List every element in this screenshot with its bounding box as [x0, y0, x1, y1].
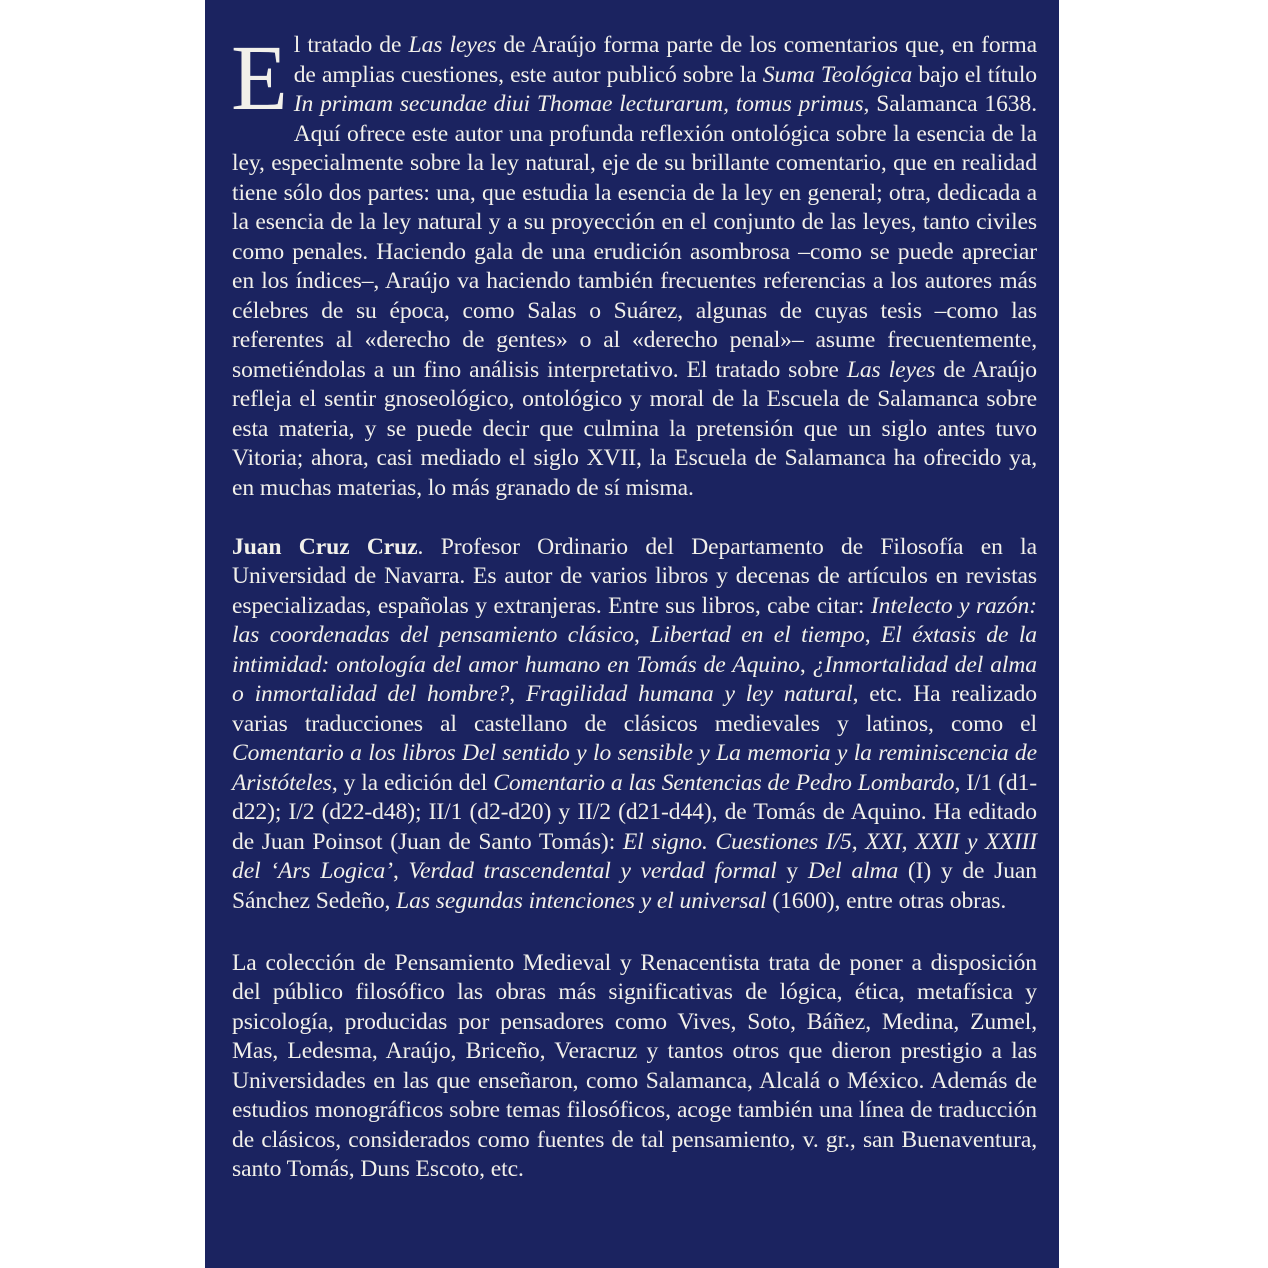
text-run: , Salamanca 1638. Aquí ofrece este autor una profunda reflexión ontológica sobre la esencia de la ley, especialmente sobre la ley natural, eje de su brillante comentario, que en realidad tiene sólo dos partes: una, que estudia la esencia de la ley en general; otra, dedicada a la esencia de la ley natural y a su proyección en el conjunto de las leyes, tanto civiles como penales. Haciendo gala de una erudición asombrosa –como se puede apreciar en los índices–, Araújo va haciendo también frecuentes referencias a los autores más célebres de su época, como Salas o Suárez, algunas de cuyas tesis –como las referentes al «derecho de gentes» o al «derecho penal»– asume frecuentemente, sometiéndolas a un fino análisis interpretativo. El tratado sobre: [232, 91, 1037, 383]
italic-title: Suma Teológica: [762, 61, 913, 88]
text-run: , y la edición del: [331, 769, 494, 796]
italic-title: El signo. Cuestiones I/5, XXI, XXII y XXIII del ‘Ars Logica’: [232, 828, 1037, 884]
text-run: ,: [633, 622, 651, 648]
text-run: y: [776, 858, 808, 884]
italic-title: Libertad en el tiempo: [650, 622, 865, 648]
italic-title: Las segundas intenciones y el universal: [396, 887, 767, 914]
author-bio-paragraph: [232, 533, 1037, 917]
text-run: , etc. Ha realizado varias traducciones al castellano de clásicos medievales y latinos, como el: [232, 681, 1037, 737]
italic-title: Intelecto y razón: las coordenadas del pensamiento clásico: [232, 592, 1037, 648]
collection-description-paragraph: La colección de Pensamiento Medieval y Renacentista trata de poner a disposición del público filosófico las obras más significativas de lógica, ética, metafísica y psicología, producidas por pensadores como Vives, Soto, Báñez, Medina, Zumel, Mas, Ledesma, Araújo, Briceño, Veracruz y tantos otros que dieron prestigio a las Universidades en las que enseñaron, como Salamanca, Alcalá o México. Además de estudios monográficos sobre temas filosóficos, acoge también una línea de traducción de clásicos, considerados como fuentes de tal pensamiento, v. gr., san Buenaventura, santo Tomás, Duns Escoto, etc.: [232, 949, 1037, 1182]
text-run: , I/1 (d1-d22); I/2 (d22-d48); II/1 (d2-d20) y II/2 (d21-d44), de Tomás de Aquino. Ha editado de Juan Poinsot (Juan de Santo Tomás):: [232, 769, 1037, 855]
italic-title: El éxtasis de la intimidad: ontología del amor humano en Tomás de Aquino: [232, 622, 1037, 678]
text-run: de Araújo forma parte de los comentarios que, en forma de amplias cuestiones, este autor publicó sobre la: [293, 32, 1037, 88]
italic-title: Fragilidad humana y ley natural: [525, 681, 853, 707]
text-run: ,: [864, 622, 881, 648]
text-run: (1600), entre otras obras.: [766, 887, 1007, 914]
italic-title: Del alma: [807, 858, 899, 884]
italic-title: Comentario a los libros Del sentido y lo sensible y La memoria y la reminiscencia de Aristóteles: [232, 740, 1037, 796]
text-run: de Araújo refleja el sentir gnoseológico, ontológico y moral de la Escuela de Salamanca sobre esta materia, y se puede decir que culmina la pretensión que un siglo antes tuvo Vitoria; ahora, casi mediado el siglo XVII, la Escuela de Salamanca ha ofrecido ya, en muchas materias, lo más granado de sí misma.: [232, 356, 1037, 501]
italic-title: Las leyes: [846, 356, 936, 383]
italic-title: In primam secundae diui Thomae lecturarum, tomus primus: [293, 91, 864, 117]
text-run: ,: [509, 681, 526, 707]
author-name: Juan Cruz Cruz: [232, 533, 418, 560]
italic-title: Las leyes: [408, 32, 497, 58]
italic-title: ¿Inmortalidad del alma o inmortalidad del hombre?: [232, 651, 1037, 707]
back-cover-panel: [205, 0, 1059, 1268]
text-run: . Profesor Ordinario del Departamento de Filosofía en la Universidad de Navarra. Es autor de varios libros y decenas de artículos en revistas especializadas, españolas y extranjeras. Entre sus libros, cabe citar:: [232, 533, 1037, 619]
cover-text-block: [231, 27, 1037, 1185]
italic-title: Verdad trascendental y verdad formal: [408, 858, 777, 884]
text-run: bajo el título: [912, 61, 1037, 88]
text-run: (I) y de Juan Sánchez Sedeño,: [232, 858, 1037, 914]
drop-cap: E: [231, 27, 288, 130]
book-description-paragraph: [231, 27, 1037, 503]
text-run: l tratado de: [293, 32, 409, 58]
text-run: ,: [799, 651, 813, 678]
text-run: ,: [392, 858, 409, 884]
italic-title: Comentario a las Sentencias de Pedro Lombardo: [493, 769, 955, 796]
